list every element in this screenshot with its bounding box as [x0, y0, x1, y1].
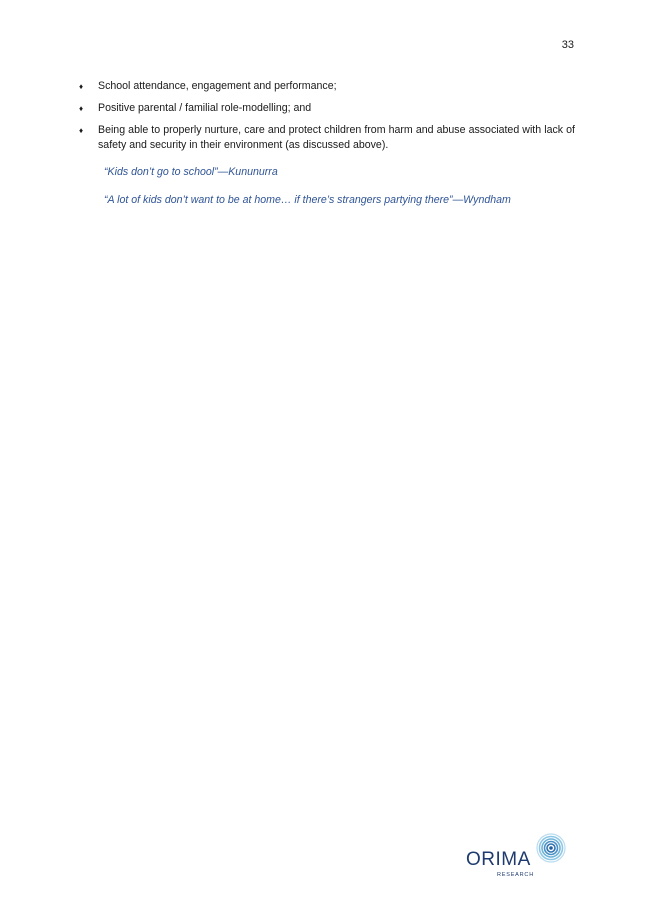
quote-wyndham: “A lot of kids don’t want to be at home… if there’s strangers partying there”—Wyndham	[104, 194, 511, 206]
logo-subtitle: RESEARCH	[497, 872, 534, 878]
diamond-bullet-icon: ♦	[79, 126, 84, 135]
quote-kununurra: “Kids don’t go to school”—Kununurra	[104, 166, 278, 178]
bullet-list	[79, 79, 575, 160]
list-item	[79, 123, 575, 153]
logo-wordmark: ORIMA	[466, 849, 531, 870]
diamond-bullet-icon: ♦	[79, 82, 84, 91]
list-item-text: School attendance, engagement and performance;	[98, 80, 337, 92]
page-number: 33	[561, 39, 574, 51]
orima-research-logo	[466, 833, 576, 883]
list-item-text: Being able to properly nurture, care and protect children from harm and abuse associated with lack of safety and security in their environment (as discussed above).	[98, 124, 575, 151]
list-item	[79, 79, 575, 94]
diamond-bullet-icon: ♦	[79, 104, 84, 113]
list-item	[79, 101, 575, 116]
concentric-rings-icon	[536, 833, 566, 863]
list-item-text: Positive parental / familial role-modelling; and	[98, 102, 312, 114]
